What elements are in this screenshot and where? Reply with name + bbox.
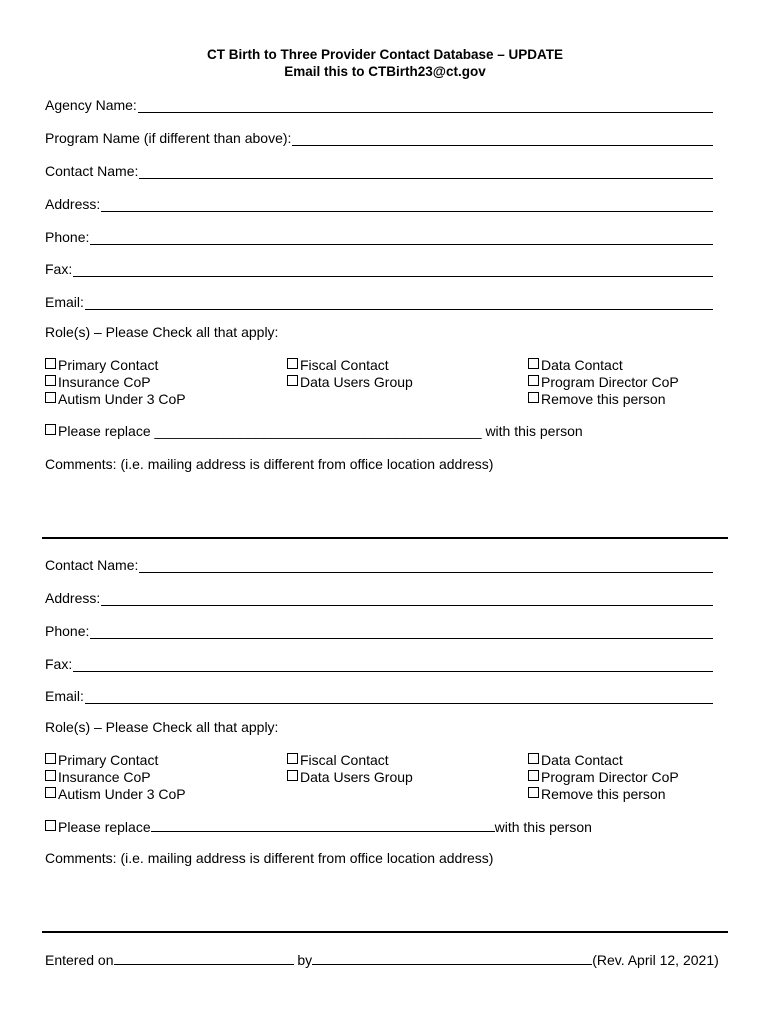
role-label: Data Users Group <box>300 769 413 785</box>
role-label: Primary Contact <box>58 752 159 768</box>
phone-label-1: Phone: <box>45 229 90 245</box>
fax-label-2: Fax: <box>45 656 73 672</box>
role-checkbox-primary-contact-2[interactable] <box>45 752 158 769</box>
comments-label-1: Comments: (i.e. mailing address is different from office location address) <box>45 456 494 472</box>
address-line-1[interactable] <box>101 197 713 212</box>
email-label-1: Email: <box>45 294 84 310</box>
checkbox-icon[interactable] <box>528 358 539 369</box>
phone-field-2[interactable] <box>45 621 713 639</box>
role-label: Autism Under 3 CoP <box>58 391 186 407</box>
checkbox-icon[interactable] <box>45 787 56 798</box>
replace-prefix-label: Please replace <box>58 819 151 835</box>
role-checkbox-fiscal-contact-2[interactable] <box>287 752 389 769</box>
role-label: Remove this person <box>541 391 666 407</box>
role-checkbox-data-contact-2[interactable] <box>528 752 623 769</box>
phone-line-2[interactable] <box>90 624 713 639</box>
role-checkbox-insurance-cop-1[interactable] <box>45 374 151 391</box>
checkbox-icon[interactable] <box>528 375 539 386</box>
role-label: Program Director CoP <box>541 769 679 785</box>
role-label: Program Director CoP <box>541 374 679 390</box>
section-divider <box>42 537 728 539</box>
checkbox-icon[interactable] <box>287 770 298 781</box>
address-field-2[interactable] <box>45 588 713 606</box>
checkbox-icon[interactable] <box>45 392 56 403</box>
checkbox-icon[interactable] <box>528 392 539 403</box>
replace-row-1[interactable] <box>45 423 583 440</box>
contact-name-line-2[interactable] <box>139 558 713 573</box>
replace-blank-1[interactable]: __________________________________________ <box>154 423 482 439</box>
checkbox-icon[interactable] <box>287 375 298 386</box>
footer-divider <box>42 931 728 933</box>
fax-line-1[interactable] <box>73 262 713 277</box>
phone-field-1[interactable] <box>45 227 713 245</box>
address-label-1: Address: <box>45 196 101 212</box>
email-line-2[interactable] <box>85 689 713 704</box>
replace-line-2[interactable] <box>151 818 495 832</box>
role-checkbox-data-users-group-2[interactable] <box>287 769 413 786</box>
address-field-1[interactable] <box>45 194 713 212</box>
role-label: Primary Contact <box>58 357 159 373</box>
role-label: Insurance CoP <box>58 374 151 390</box>
role-checkbox-remove-person-1[interactable] <box>528 391 666 408</box>
role-label: Data Contact <box>541 752 623 768</box>
checkbox-icon[interactable] <box>287 358 298 369</box>
checkbox-icon[interactable] <box>528 753 539 764</box>
role-checkbox-data-contact-1[interactable] <box>528 357 623 374</box>
entered-on-label: Entered on <box>45 952 114 968</box>
contact-name-label-1: Contact Name: <box>45 163 139 179</box>
role-checkbox-remove-person-2[interactable] <box>528 786 666 803</box>
agency-name-field[interactable] <box>45 95 713 113</box>
replace-suffix-label: with this person <box>485 423 583 439</box>
replace-row-2[interactable] <box>45 818 592 836</box>
replace-prefix-label: Please replace <box>58 423 151 439</box>
role-label: Data Users Group <box>300 374 413 390</box>
checkbox-icon[interactable] <box>45 770 56 781</box>
checkbox-icon[interactable] <box>45 375 56 386</box>
checkbox-icon[interactable] <box>45 358 56 369</box>
footer-row <box>45 951 719 969</box>
form-title: CT Birth to Three Provider Contact Database – UPDATE <box>206 47 564 62</box>
contact-name-line-1[interactable] <box>139 164 713 179</box>
role-checkbox-fiscal-contact-1[interactable] <box>287 357 389 374</box>
comments-label-2: Comments: (i.e. mailing address is different from office location address) <box>45 850 494 866</box>
role-label: Remove this person <box>541 786 666 802</box>
checkbox-icon[interactable] <box>528 770 539 781</box>
phone-label-2: Phone: <box>45 623 90 639</box>
checkbox-icon[interactable] <box>287 753 298 764</box>
checkbox-icon[interactable] <box>528 787 539 798</box>
address-line-2[interactable] <box>101 591 713 606</box>
contact-name-field-1[interactable] <box>45 161 713 179</box>
program-name-field[interactable] <box>45 128 713 146</box>
role-checkbox-autism-cop-1[interactable] <box>45 391 186 408</box>
replace-suffix-label: with this person <box>494 819 592 835</box>
program-name-label: Program Name (if different than above): <box>45 130 292 146</box>
by-label: by <box>297 952 313 968</box>
address-label-2: Address: <box>45 590 101 606</box>
role-checkbox-data-users-group-1[interactable] <box>287 374 413 391</box>
checkbox-icon[interactable] <box>45 753 56 764</box>
revision-label: (Rev. April 12, 2021) <box>592 952 719 968</box>
agency-name-label: Agency Name: <box>45 97 137 113</box>
role-checkbox-program-director-cop-1[interactable] <box>528 374 679 391</box>
email-field-2[interactable] <box>45 686 713 704</box>
roles-heading-1: Role(s) – Please Check all that apply: <box>45 324 279 340</box>
phone-line-1[interactable] <box>90 230 713 245</box>
role-checkbox-program-director-cop-2[interactable] <box>528 769 679 786</box>
role-checkbox-primary-contact-1[interactable] <box>45 357 158 374</box>
contact-name-label-2: Contact Name: <box>45 557 139 573</box>
checkbox-icon[interactable] <box>45 424 56 435</box>
contact-name-field-2[interactable] <box>45 555 713 573</box>
agency-name-line[interactable] <box>138 98 713 113</box>
role-label: Insurance CoP <box>58 769 151 785</box>
fax-label-1: Fax: <box>45 261 73 277</box>
form-subtitle: Email this to CTBirth23@ct.gov <box>284 64 486 79</box>
checkbox-icon[interactable] <box>45 820 56 831</box>
fax-field-2[interactable] <box>45 654 713 672</box>
fax-line-2[interactable] <box>73 657 713 672</box>
fax-field-1[interactable] <box>45 259 713 277</box>
program-name-line[interactable] <box>292 131 713 146</box>
role-checkbox-insurance-cop-2[interactable] <box>45 769 151 786</box>
email-label-2: Email: <box>45 688 84 704</box>
email-field-1[interactable] <box>45 292 713 310</box>
role-label: Fiscal Contact <box>300 752 389 768</box>
role-label: Data Contact <box>541 357 623 373</box>
entered-on-line[interactable] <box>114 951 294 965</box>
role-label: Autism Under 3 CoP <box>58 786 186 802</box>
roles-heading-2: Role(s) – Please Check all that apply: <box>45 719 279 735</box>
role-label: Fiscal Contact <box>300 357 389 373</box>
by-line[interactable] <box>312 951 592 965</box>
email-line-1[interactable] <box>85 295 713 310</box>
role-checkbox-autism-cop-2[interactable] <box>45 786 186 803</box>
